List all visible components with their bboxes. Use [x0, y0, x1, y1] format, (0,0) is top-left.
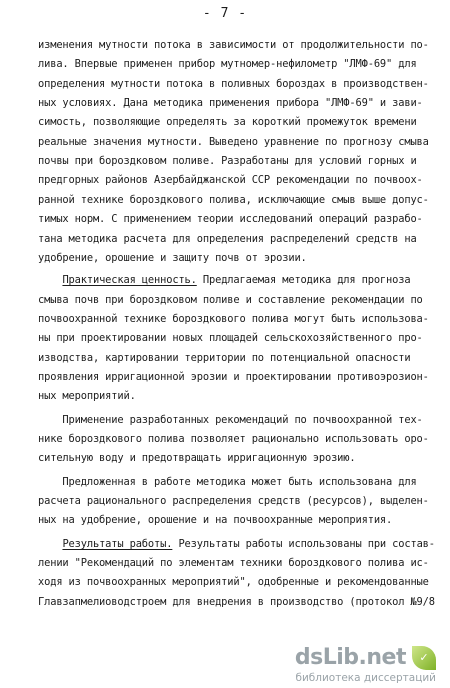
text-segment: почвоохранной технике бороздкового полива могут быть использова-: [38, 312, 429, 325]
text-line: [38, 77, 440, 91]
text-line: [38, 331, 440, 345]
text-line: [38, 312, 440, 326]
text-segment: лении "Рекомендаций по элементам техники бороздкового полива ис-: [38, 557, 429, 570]
watermark-subtitle: библиотека диссертаций: [295, 672, 436, 684]
text-segment: проявления ирригационной эрозии и проектировании противоэрозион-: [38, 370, 429, 383]
text-segment: [38, 274, 62, 286]
text-line: [38, 251, 440, 265]
text-line: [38, 38, 440, 52]
text-line: [38, 475, 440, 489]
text-line: [38, 513, 440, 527]
text-segment: удобрение, орошение и защиту почв от эрозии.: [38, 251, 307, 264]
text-segment: изменения мутности потока в зависимости от продолжительности по-: [38, 39, 429, 51]
text-segment: Предложенная в работе методика может быть использована для: [38, 475, 417, 488]
text-segment: ранной технике бороздкового полива, исключающие смыв выше допус-: [38, 193, 429, 206]
text-line: [38, 273, 440, 287]
text-segment: тана методика расчета для определения распределений средств на: [38, 232, 417, 245]
watermark-logo: dsLib.net: [294, 645, 406, 670]
text-segment: определения мутности потока в поливных бороздах в производствен-: [38, 77, 429, 90]
text-line: [38, 232, 440, 246]
text-segment: Применение разработанных рекомендаций по почвоохранной тех-: [38, 413, 423, 426]
text-segment: почвы при бороздковом поливе. Разработаны для условий горных и: [38, 155, 417, 168]
text-segment: ных на удобрение, орошение и на почвоохранные мероприятия.: [38, 514, 393, 527]
text-line: [38, 351, 440, 365]
section-heading: Результаты работы.: [62, 537, 173, 550]
text-line: [38, 413, 440, 427]
page-number: - 7 -: [202, 6, 248, 21]
text-segment: предгорных районов Азербайджанской ССР рекомендации по почвоох-: [38, 174, 423, 187]
text-line: [38, 389, 440, 403]
text-line: [38, 135, 440, 149]
text-line: [38, 193, 440, 207]
text-segment: реальные значения мутности. Выведено уравнение по прогнозу смыва: [38, 135, 429, 148]
text-line: [38, 173, 440, 187]
text-segment: симость, позволяющие определять за короткий промежуток времени: [38, 116, 417, 129]
text-line: [38, 595, 440, 609]
text-line: [38, 370, 440, 384]
text-segment: расчета рационального распределения средств (ресурсов), выделен-: [38, 495, 429, 508]
text-segment: смыва почв при бороздковом поливе и составление рекомендации по: [38, 293, 423, 306]
watermark: [250, 638, 450, 688]
text-segment: сительную воду и предотвращать ирригационную эрозию.: [38, 452, 356, 465]
text-line: [38, 432, 440, 446]
text-segment: Предлагаемая методика для прогноза: [196, 274, 411, 287]
text-line: [38, 451, 440, 465]
text-line: [38, 154, 440, 168]
text-line: [38, 115, 440, 129]
text-segment: ны при проектировании новых площадей сельскохозяйственного про-: [38, 332, 423, 345]
text-segment: ных условиях. Дана методика применения прибора "ЛМФ-69" и зави-: [38, 97, 423, 110]
text-line: [38, 212, 440, 226]
text-line: [38, 575, 440, 589]
text-line: [38, 293, 440, 307]
text-segment: нике бороздкового полива позволяет рационально использовать оро-: [38, 433, 429, 445]
text-segment: [38, 538, 62, 550]
text-segment: лива. Впервые применен прибор мутномер-нефилометр "ЛМФ-69" для: [38, 58, 417, 71]
section-heading: Практическая ценность.: [62, 274, 197, 287]
text-line: [38, 57, 440, 71]
text-line: [38, 494, 440, 508]
text-line: [38, 96, 440, 110]
text-segment: Результаты работы использованы при состав-: [172, 537, 435, 550]
text-segment: Главзапмелиоводстроем для внедрения в производство (протокол №9/8: [38, 595, 435, 608]
leaf-icon: ✓: [412, 646, 436, 670]
text-segment: тимых норм. С применением теории исследований операций разрабо-: [38, 213, 423, 226]
text-segment: ных мероприятий.: [38, 390, 136, 403]
text-segment: изводства, картировании территории по потенциальной опасности: [38, 351, 411, 364]
text-line: [38, 537, 440, 551]
text-line: [38, 556, 440, 570]
text-segment: ходя из почвоохранных мероприятий", одобренные и рекомендованные: [38, 576, 429, 589]
